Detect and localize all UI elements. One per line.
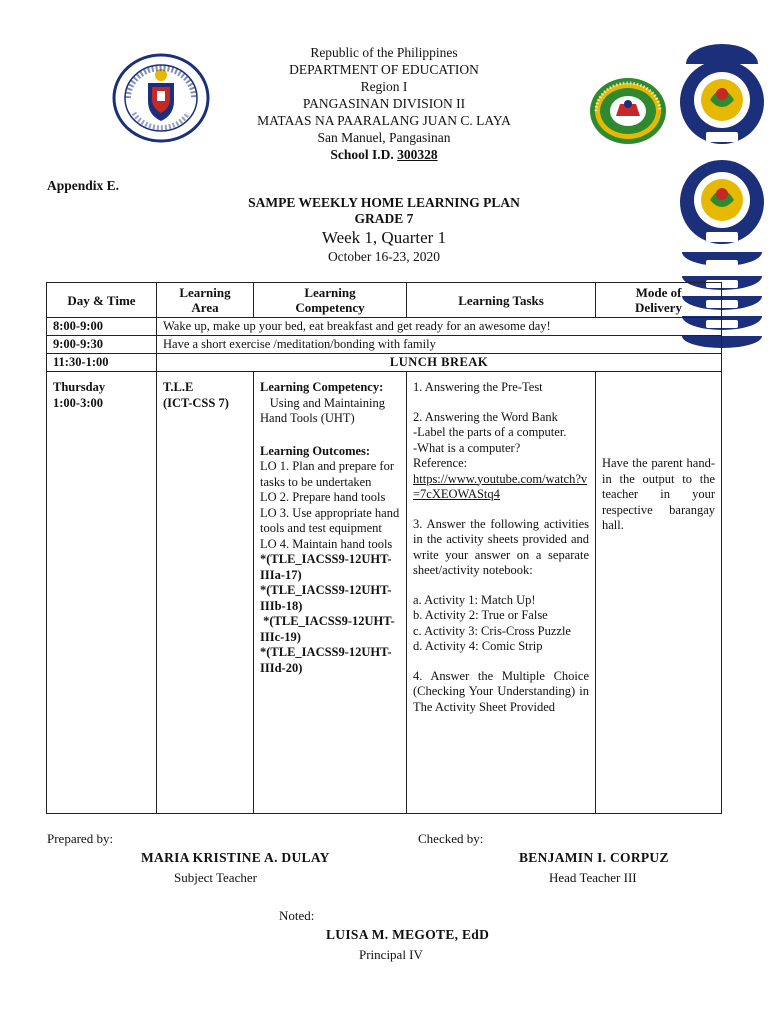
- schedule-activity: Have a short exercise /meditation/bonding with family: [157, 336, 722, 354]
- schedule-time: 9:00-9:30: [47, 336, 157, 354]
- lunch-row: [47, 354, 722, 372]
- outcomes-heading: Learning Outcomes:: [260, 443, 371, 458]
- reference-link[interactable]: https://www.youtube.com/watch?v=7cXEOWAStq4: [413, 471, 588, 501]
- school-address: San Manuel, Pangasinan: [317, 130, 451, 145]
- activity-item: d. Activity 4: Comic Strip: [413, 639, 543, 653]
- lunch-label: LUNCH BREAK: [157, 354, 722, 372]
- checked-by-label: Checked by:: [418, 831, 484, 846]
- activity-item: c. Activity 3: Cris-Cross Puzzle: [413, 623, 571, 638]
- plan-title-line: SAMPE WEEKLY HOME LEARNING PLAN: [248, 195, 520, 210]
- activity-list: [413, 593, 589, 655]
- schedule-time: 8:00-9:00: [47, 318, 157, 336]
- plan-title: [0, 195, 768, 227]
- activity-item: a. Activity 1: Match Up!: [413, 592, 536, 607]
- session-learning-area: T.L.E (ICT-CSS 7): [157, 372, 254, 814]
- checked-by-title: Head Teacher III: [549, 870, 637, 885]
- competency-code: *(TLE_IACSS9-12UHT-IIId-20): [260, 645, 392, 675]
- outcome-item: LO 4. Maintain hand tools: [260, 536, 393, 551]
- task-4: 4. Answer the Multiple Choice (Checking Your Understanding) in The Activity Sheet Provided: [413, 668, 589, 714]
- republic-line: Republic of the Philippines: [310, 45, 458, 60]
- noted-title: Principal IV: [359, 947, 423, 962]
- learning-plan-table: [46, 282, 722, 814]
- schedule-row: [47, 336, 722, 354]
- competency-code: *(TLE_IACSS9-12UHT-IIIa-17): [260, 552, 392, 582]
- task-3: 3. Answer the following activities in the activity sheets provided and write your answer on a separate sheet/activity notebook:: [413, 516, 589, 577]
- table-header-row: [47, 283, 722, 318]
- checked-by-name: BENJAMIN I. CORPUZ: [519, 850, 669, 865]
- activity-item: b. Activity 2: True or False: [413, 608, 548, 622]
- competency-code: *(TLE_IACSS9-12UHT-IIIb-18): [260, 583, 392, 613]
- task-2-reference: Reference:: [413, 456, 468, 470]
- school-name: MATAAS NA PAARALANG JUAN C. LAYA: [257, 113, 511, 128]
- task-2-block: [413, 410, 589, 503]
- department-line: DEPARTMENT OF EDUCATION: [289, 62, 479, 77]
- session-competency: [254, 372, 407, 814]
- grade-line: GRADE 7: [354, 211, 414, 226]
- task-2-question: -What is a computer?: [413, 440, 521, 455]
- session-mode-of-delivery: Have the parent hand-in the output to the teacher in your respective barangay hall.: [596, 372, 722, 814]
- session-day: Thursday: [53, 380, 106, 394]
- task-2: 2. Answering the Word Bank: [413, 409, 558, 424]
- task-2-label: -Label the parts of a computer.: [413, 425, 567, 439]
- session-time: 1:00-3:00: [53, 395, 103, 410]
- schedule-row: [47, 318, 722, 336]
- noted-label: Noted:: [279, 908, 315, 923]
- session-learning-tasks: [407, 372, 596, 814]
- competency-heading: Learning Competency:: [260, 380, 384, 394]
- schedule-activity: Wake up, make up your bed, eat breakfast and get ready for an awesome day!: [157, 318, 722, 336]
- region-line: Region I: [360, 79, 408, 94]
- noted-name: LUISA M. MEGOTE, EdD: [326, 927, 490, 942]
- division-badge-1: [680, 60, 764, 144]
- session-row: [47, 372, 722, 814]
- school-id-label: School I.D.: [330, 147, 398, 162]
- header-learning-tasks: Learning Tasks: [407, 283, 596, 318]
- appendix-label: Appendix E.: [47, 178, 120, 193]
- outcome-item: LO 1. Plan and prepare for tasks to be undertaken: [260, 459, 394, 489]
- session-day-time: [47, 372, 157, 814]
- header-learning-competency: Learning Competency: [254, 283, 407, 318]
- week-quarter: Week 1, Quarter 1: [321, 228, 447, 247]
- prepared-by-label: Prepared by:: [47, 831, 114, 846]
- date-range: October 16-23, 2020: [327, 249, 441, 264]
- competency-code: *(TLE_IACSS9-12UHT-IIIc-19): [260, 614, 395, 644]
- school-id-line: [0, 146, 768, 163]
- deped-seal-logo: [112, 53, 210, 143]
- lunch-time: 11:30-1:00: [47, 354, 157, 372]
- header-mode-of-delivery: Mode of Delivery: [596, 283, 722, 318]
- school-id: 300328: [397, 147, 438, 162]
- header-day-time: Day & Time: [47, 283, 157, 318]
- outcome-item: LO 3. Use appropriate hand tools and test equipment: [260, 505, 400, 535]
- outcome-item: LO 2. Prepare hand tools: [260, 490, 386, 504]
- prepared-by-title: Subject Teacher: [174, 870, 257, 885]
- division-line: PANGASINAN DIVISION II: [302, 96, 466, 111]
- school-seal-logo: [588, 76, 668, 146]
- header-learning-area: Learning Area: [157, 283, 254, 318]
- task-1: 1. Answering the Pre-Test: [413, 380, 543, 394]
- prepared-by-name: MARIA KRISTINE A. DULAY: [141, 850, 330, 865]
- competency-text: Using and Maintaining Hand Tools (UHT): [260, 395, 376, 425]
